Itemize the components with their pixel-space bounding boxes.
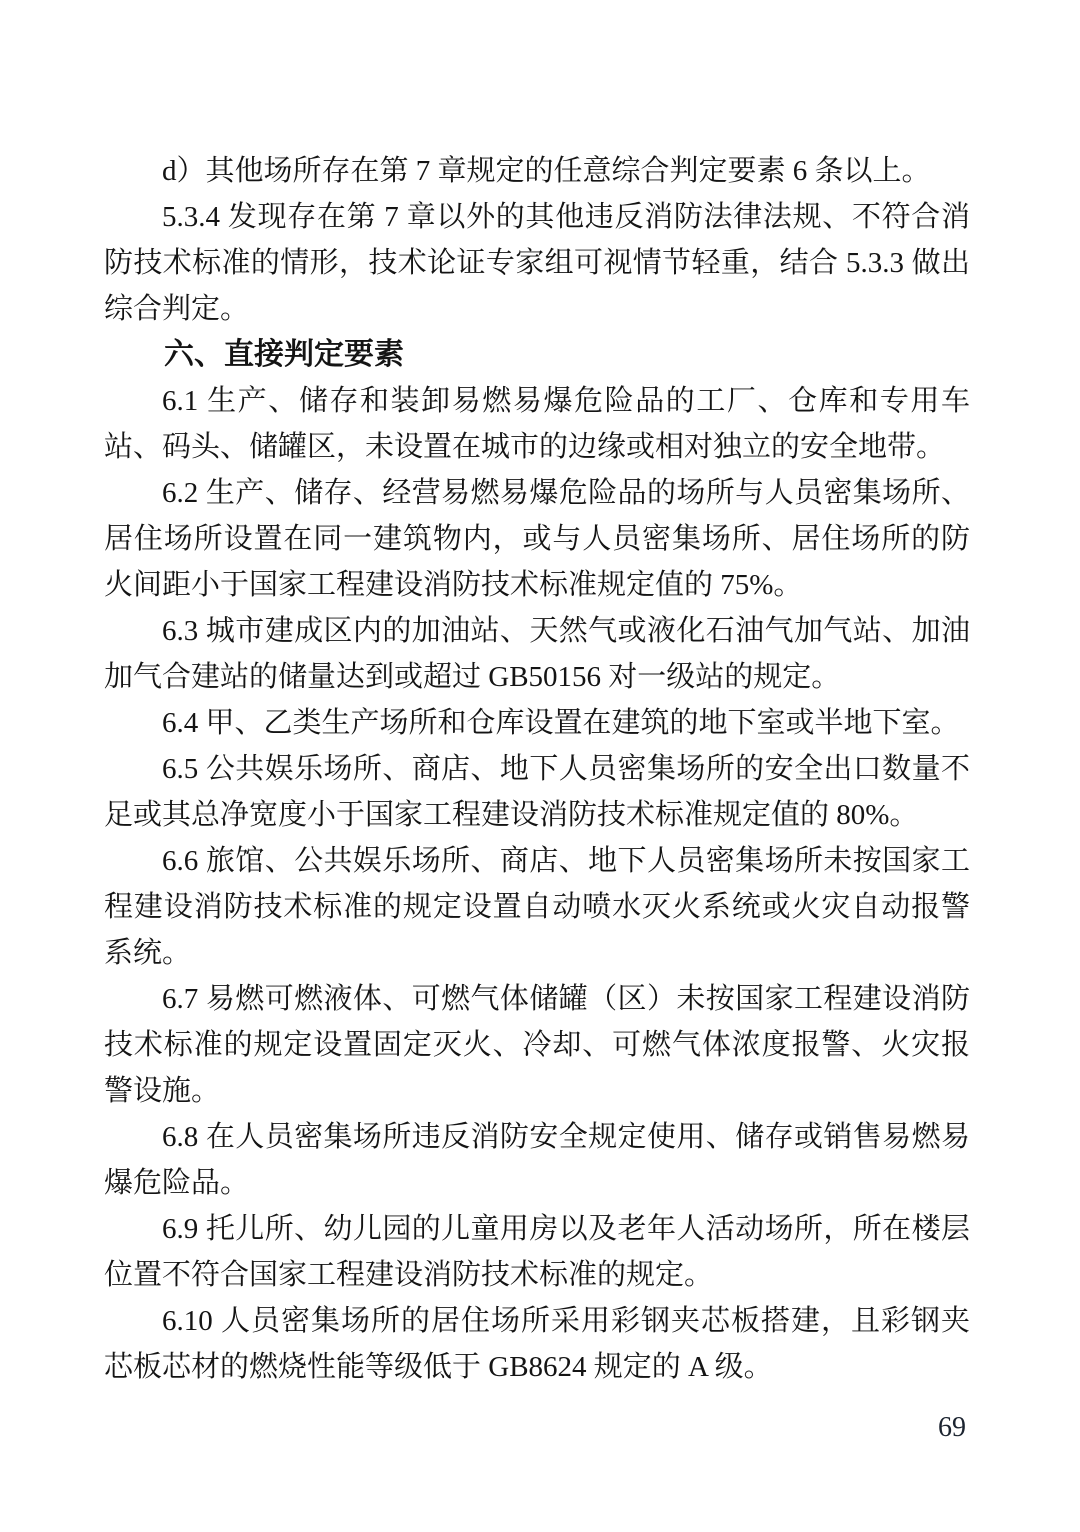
paragraph-clause-5-3-4: 5.3.4 发现存在第 7 章以外的其他违反消防法律法规、不符合消防技术标准的情形，技术论证专家组可视情节轻重，结合 5.3.3 做出综合判定。 [104, 201, 970, 325]
paragraph-clause-6-1: 6.1 生产、储存和装卸易燃易爆危险品的工厂、仓库和专用车站、码头、储罐区，未设置在城市的边缘或相对独立的安全地带。 [104, 385, 970, 463]
paragraph-clause-6-8: 6.8 在人员密集场所违反消防安全规定使用、储存或销售易燃易爆危险品。 [104, 1121, 970, 1199]
paragraph-clause-6-7: 6.7 易燃可燃液体、可燃气体储罐（区）未按国家工程建设消防技术标准的规定设置固定灭火、冷却、可燃气体浓度报警、火灾报警设施。 [104, 983, 970, 1107]
paragraph-clause-6-4: 6.4 甲、乙类生产场所和仓库设置在建筑的地下室或半地下室。 [162, 707, 960, 739]
document-body [104, 148, 970, 1390]
section-heading: 六、直接判定要素 [164, 338, 404, 371]
paragraph-clause-6-9: 6.9 托儿所、幼儿园的儿童用房以及老年人活动场所，所在楼层位置不符合国家工程建设消防技术标准的规定。 [104, 1213, 970, 1291]
paragraph-clause-6-5: 6.5 公共娱乐场所、商店、地下人员密集场所的安全出口数量不足或其总净宽度小于国家工程建设消防技术标准规定值的 80%。 [104, 753, 970, 831]
paragraph-clause-6-3: 6.3 城市建成区内的加油站、天然气或液化石油气加气站、加油加气合建站的储量达到或超过 GB50156 对一级站的规定。 [104, 615, 970, 693]
paragraph-item-d: d）其他场所存在第 7 章规定的任意综合判定要素 6 条以上。 [162, 155, 931, 187]
page-number: 69 [938, 1412, 966, 1443]
paragraph-clause-6-6: 6.6 旅馆、公共娱乐场所、商店、地下人员密集场所未按国家工程建设消防技术标准的规定设置自动喷水灭火系统或火灾自动报警系统。 [104, 845, 970, 969]
paragraph-clause-6-10: 6.10 人员密集场所的居住场所采用彩钢夹芯板搭建，且彩钢夹芯板芯材的燃烧性能等级低于 GB8624 规定的 A 级。 [104, 1305, 970, 1383]
paragraph-clause-6-2: 6.2 生产、储存、经营易燃易爆危险品的场所与人员密集场所、居住场所设置在同一建筑物内，或与人员密集场所、居住场所的防火间距小于国家工程建设消防技术标准规定值的 75%。 [104, 477, 970, 601]
